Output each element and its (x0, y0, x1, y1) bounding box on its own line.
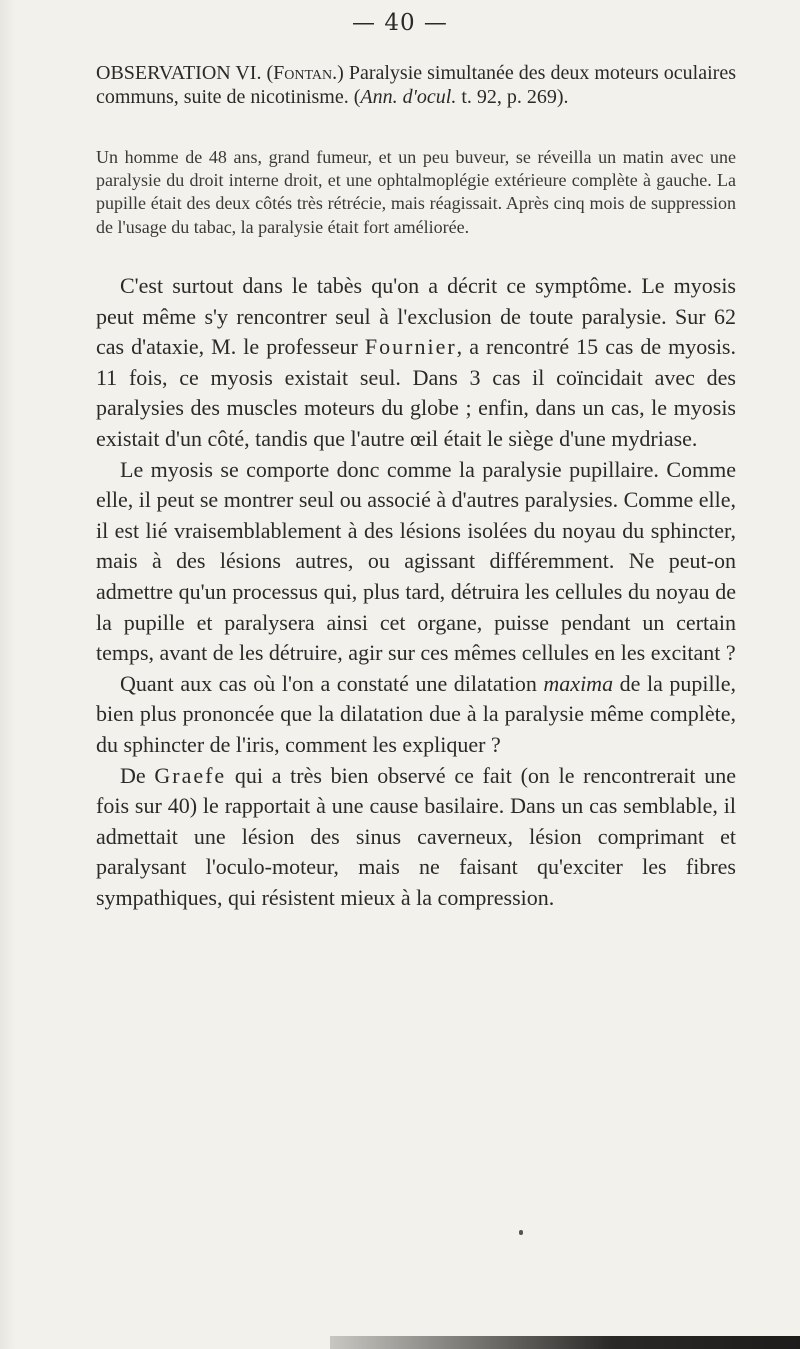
paragraph-4-prefix: De (120, 762, 155, 788)
paragraph-4-text: qui a très bien observé ce fait (on le rencontrerait une fois sur 40) le rapportait à une cause basilaire. Dans un cas semblable, il admettait une lésion des sinus caverneux, lésion comprimant et paralysant l'oculo-moteur, mais ne faisant qu'exciter les fibres sympathiques, qui résistent mieux à la compression. (96, 762, 737, 910)
term-maxima: maxima (543, 670, 614, 696)
observation-author: Fontan (273, 62, 333, 84)
paragraph-3-text-end: de la pupille, bien plus prononcée que la dilatation due à la paralysie même complète, du sphincter de l'iris, comment les expliquer ? (96, 670, 736, 757)
name-fournier: Fournier (364, 334, 457, 360)
body-text (96, 271, 736, 913)
page-edge (0, 0, 16, 1349)
page-bottom-shadow (330, 1336, 800, 1349)
paragraph-1 (96, 271, 736, 455)
name-graefe: Graefe (154, 762, 227, 788)
paragraph-3-text: Quant aux cas où l'on a constaté une dilatation (120, 670, 544, 696)
page-number: — 40 — (352, 10, 448, 36)
observation-source: Ann. d'ocul. (360, 86, 457, 108)
observation-summary: Un homme de 48 ans, grand fumeur, et un peu buveur, se réveilla un matin avec une paralysie du droit interne droit, et une ophtalmoplégie extérieure complète à gauche. La pupille était des deux côtés très rétrécie, mais réagissait. Après cinq mois de suppression de l'usage du tabac, la paralysie était fort améliorée. (96, 147, 736, 237)
paragraph-2: Le myosis se comporte donc comme la paralysie pupillaire. Comme elle, il peut se montrer seul ou associé à d'autres paralysies. Comme elle, il est lié vraisemblablement à des lésions isolées du noyau du sphincter, mais à des lésions autres, ou agissant différemment. Ne peut-on admettre qu'un processus qui, plus tard, détruira les cellules du noyau de la pupille et paralysera ainsi cet organe, puisse pendant un certain temps, avant de les détruire, agir sur ces mêmes cellules en les excitant ? (96, 456, 736, 666)
paragraph-3 (96, 669, 736, 761)
ink-speck (519, 1230, 523, 1235)
observation-source-rest: t. 92, p. 269). (456, 86, 569, 108)
observation-heading (96, 61, 736, 109)
paragraph-1-text-end: , a rencontré 15 cas de myosis. 11 fois, ce myosis existait seul. Dans 3 cas il coïncidait avec des paralysies des muscles moteurs du globe ; enfin, dans un cas, le myosis existait d'un côté, tandis que l'autre œil était le siège d'une mydriase. (96, 334, 736, 451)
observation-label: OBSERVATION VI. ( (96, 62, 274, 84)
paragraph-1-text: C'est surtout dans le tabès qu'on a décrit ce symptôme. Le myosis peut même s'y rencontrer seul à l'exclusion de toute paralysie. Sur 62 cas d'ataxie, M. le professeur (96, 273, 736, 360)
paragraph-4 (96, 761, 736, 914)
observation-title: .) Paralysie simultanée des deux moteurs oculaires communs, suite de nicotinisme. ( (96, 62, 736, 108)
